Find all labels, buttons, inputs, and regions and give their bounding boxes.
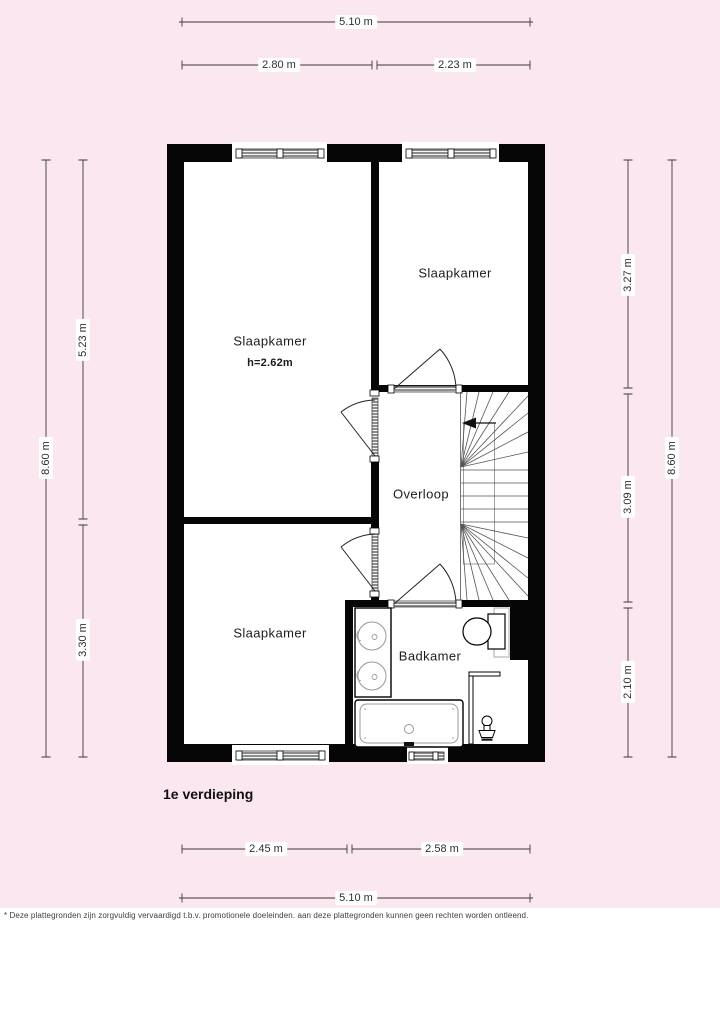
dimension-label-right-upper: 3.27 m — [621, 254, 635, 296]
wall-landing-left-middle — [371, 462, 379, 528]
double-sink-icon — [355, 608, 391, 697]
dimension-label-left-lower: 3.30 m — [76, 619, 90, 661]
room-label-bedroom-main: Slaapkamer — [233, 333, 307, 349]
wall-right — [528, 144, 545, 762]
window-icon — [402, 142, 499, 163]
room-label-bedroom-top-right: Slaapkamer — [418, 265, 492, 281]
bathtub-icon — [355, 700, 463, 747]
wall-landing-left-upper — [371, 162, 379, 392]
disclaimer-text: * Deze plattegronden zijn zorgvuldig vervaardigd t.b.v. promotionele doeleinden. aan deze plattegronden kunnen geen rechten worden ontleend. — [4, 911, 529, 920]
room-label-landing: Overloop — [393, 486, 449, 502]
closet-wall-vertical — [469, 672, 473, 744]
dimension-label-bottom-total: 5.10 m — [335, 891, 377, 905]
dimension-label-bottom-right: 2.58 m — [421, 842, 463, 856]
dimension-label-left-upper: 5.23 m — [76, 319, 90, 361]
dimension-label-top-total: 5.10 m — [335, 15, 377, 29]
floor-title: 1e verdieping — [163, 786, 254, 802]
window-icon — [232, 745, 329, 765]
wall-bedrooms-divider — [167, 517, 379, 524]
dimension-label-right-middle: 3.09 m — [621, 476, 635, 518]
dimension-label-bottom-left: 2.45 m — [245, 842, 287, 856]
window-icon — [407, 747, 448, 764]
dimension-label-right-total: 8.60 m — [665, 437, 679, 479]
room-label-bedroom-bottom: Slaapkamer — [233, 625, 307, 641]
room-height-note: h=2.62m — [247, 357, 293, 369]
wall-toilet-stub — [510, 600, 528, 660]
dimension-label-right-lower: 2.10 m — [621, 661, 635, 703]
wall-bathroom-left — [345, 600, 353, 744]
room-label-bathroom: Badkamer — [398, 648, 462, 664]
closet-wall-horizontal — [469, 672, 500, 676]
dimension-label-left-total: 8.60 m — [39, 437, 53, 479]
dimension-label-top-left: 2.80 m — [258, 58, 300, 72]
wall-left — [167, 144, 184, 762]
dimension-label-top-right: 2.23 m — [434, 58, 476, 72]
window-icon — [232, 142, 327, 163]
